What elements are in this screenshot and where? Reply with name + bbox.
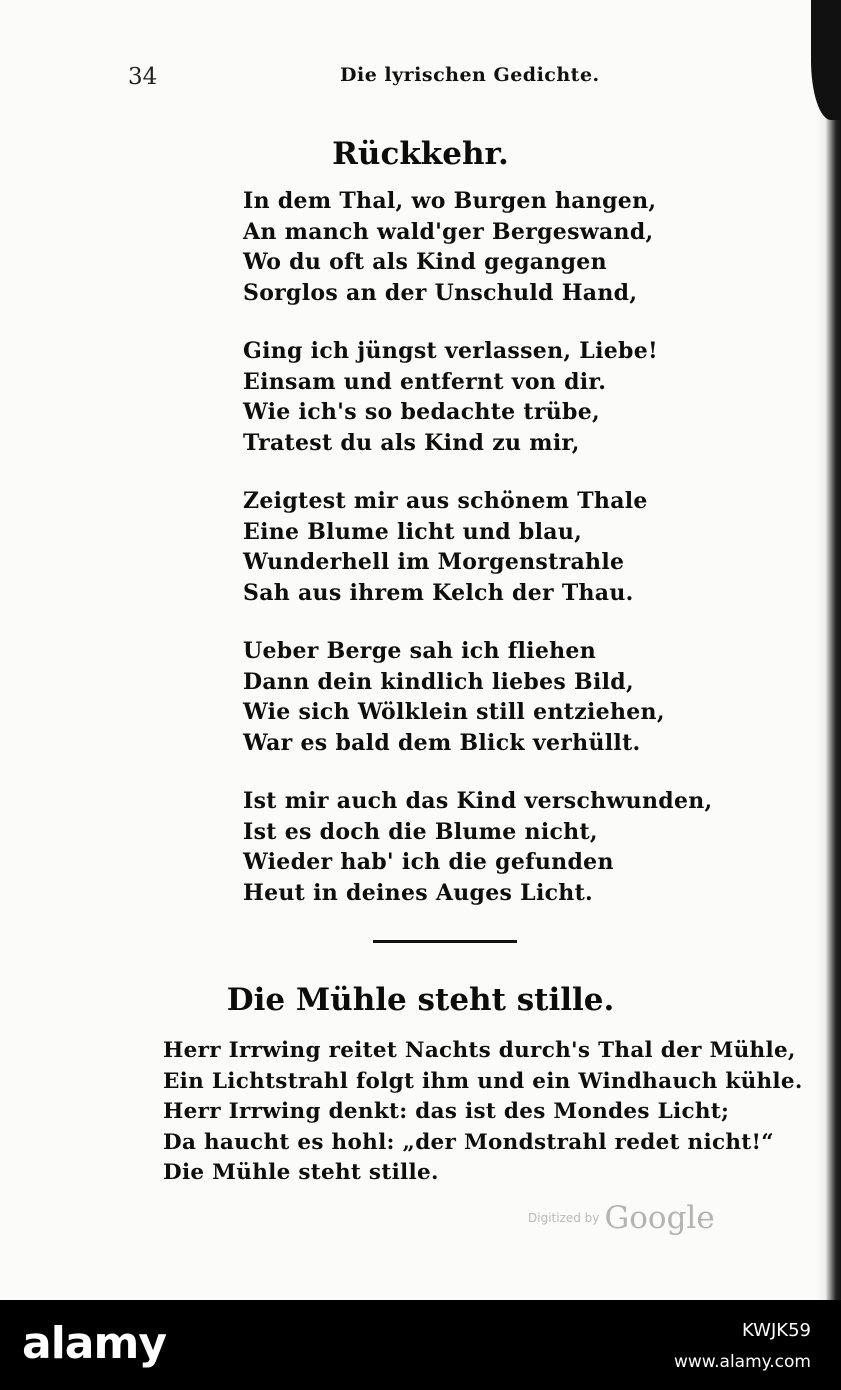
page-edge-shadow (815, 0, 841, 1300)
page-number: 34 (128, 64, 158, 90)
stanza (243, 636, 713, 758)
verse-line: War es bald dem Blick verhüllt. (243, 729, 641, 756)
stanza (243, 186, 713, 308)
verse-line: Dann dein kindlich liebes Bild, (243, 668, 634, 695)
verse-line: In dem Thal, wo Burgen hangen, (243, 188, 657, 214)
stanza (243, 786, 713, 908)
verse-line: Herr Irrwing reitet Nachts durch's Thal der Mühle, (163, 1038, 796, 1063)
section-divider (373, 940, 517, 943)
verse-line: Sorglos an der Unschuld Hand, (243, 279, 638, 306)
verse-line: Wie ich's so bedachte trübe, (243, 399, 600, 425)
verse-line: Zeigtest mir aus schönem Thale (243, 488, 648, 514)
verse-line: Ein Lichtstrahl folgt ihm und ein Windhauch kühle. (163, 1068, 803, 1094)
verse-line: Wieder hab' ich die gefunden (243, 849, 614, 875)
verse-line: Wo du oft als Kind gegangen (243, 249, 607, 275)
verse-line: Tratest du als Kind zu mir, (243, 429, 580, 456)
running-head: Die lyrischen Gedichte. (340, 64, 600, 86)
verse-line: Sah aus ihrem Kelch der Thau. (243, 579, 634, 606)
poem-title-rueckkehr: Rückkehr. (332, 136, 509, 172)
image-code: KWJK59 (742, 1320, 811, 1341)
verse-line: Die Mühle steht stille. (163, 1160, 439, 1185)
verse-line: Da haucht es hohl: „der Mondstrahl redet nicht!“ (163, 1129, 774, 1155)
stanza (243, 486, 713, 608)
verse-line: Ging ich jüngst verlassen, Liebe! (243, 338, 658, 364)
poem-rueckkehr (243, 186, 713, 936)
verse-line: Eine Blume licht und blau, (243, 518, 583, 545)
verse-line: Wunderhell im Morgenstrahle (243, 549, 625, 575)
verse-line: Ueber Berge sah ich fliehen (243, 638, 596, 664)
verse-line: Einsam und entfernt von dir. (243, 368, 607, 395)
verse-line: An manch wald'ger Bergeswand, (243, 218, 654, 245)
digitized-by-label: Digitized by (528, 1211, 600, 1225)
stanza (243, 336, 713, 458)
alamy-logo: alamy (22, 1318, 166, 1369)
verse-line: Wie sich Wölklein still entziehen, (243, 699, 665, 725)
digitized-by-watermark (528, 1200, 715, 1236)
verse-line: Ist es doch die Blume nicht, (243, 818, 598, 845)
verse-line: Herr Irrwing denkt: das ist des Mondes Licht; (163, 1099, 730, 1124)
alamy-url[interactable]: www.alamy.com (673, 1352, 811, 1372)
verse-line: Heut in deines Auges Licht. (243, 879, 594, 906)
verse-line: Ist mir auch das Kind verschwunden, (243, 788, 713, 814)
stock-footer-bar (0, 1300, 841, 1390)
poem-title-muehle: Die Mühle steht stille. (226, 982, 615, 1018)
google-logo: Google (604, 1200, 715, 1236)
poem-muehle (163, 1036, 803, 1189)
